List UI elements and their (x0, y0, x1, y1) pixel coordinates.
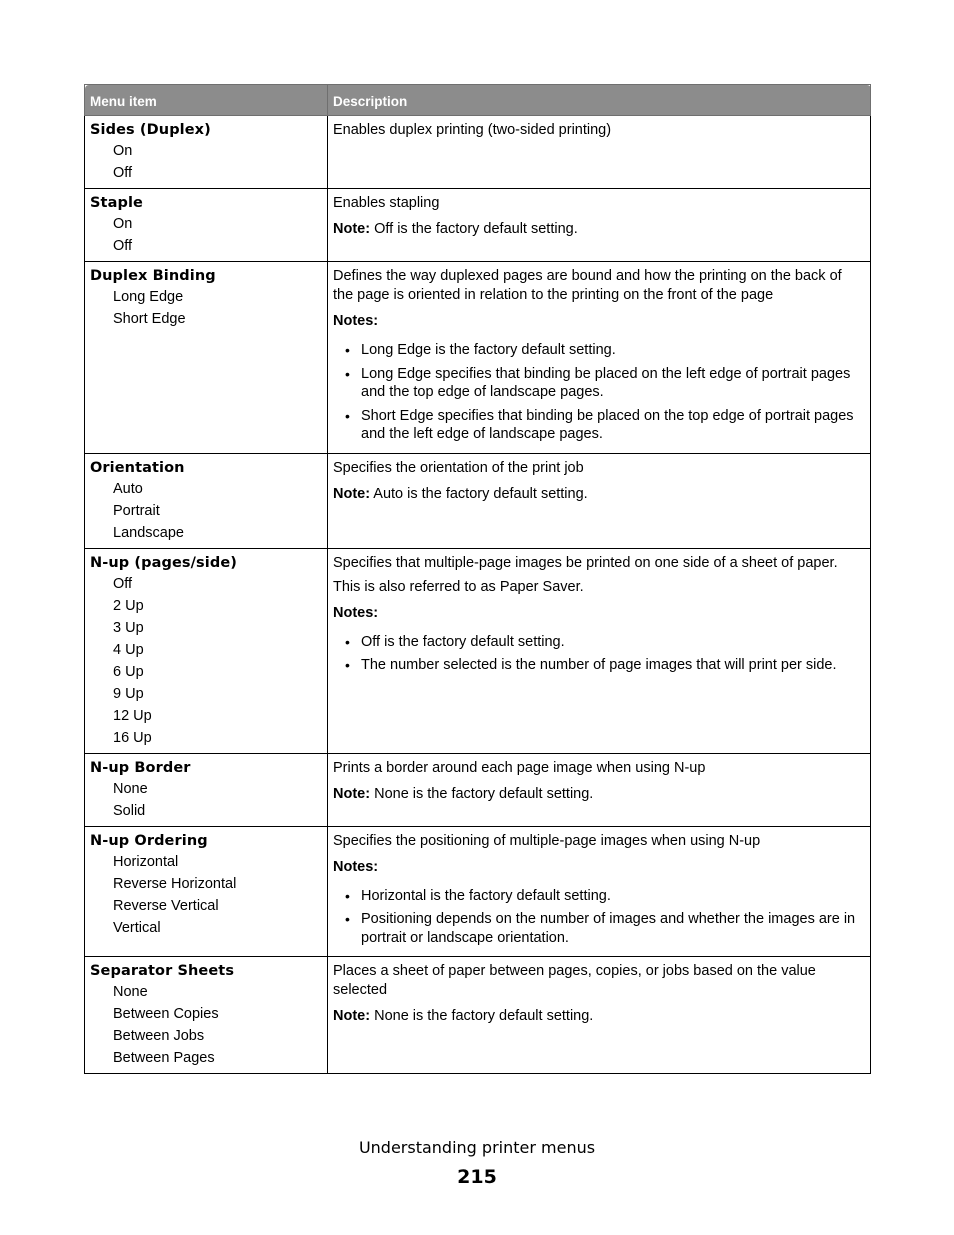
table-row (85, 548, 871, 753)
table-header-row (85, 85, 871, 116)
menu-item-option: None (113, 984, 148, 1000)
menu-item-option: Between Jobs (113, 1028, 205, 1044)
description-cell (328, 826, 871, 957)
bullet-icon: • (345, 342, 350, 358)
menu-item-name: Duplex Binding (90, 268, 216, 284)
bullet-icon: • (345, 633, 350, 650)
description-cell (328, 957, 871, 1074)
note-line (333, 1007, 865, 1026)
note-line (333, 220, 865, 239)
list-item (333, 633, 865, 652)
description-cell (328, 753, 871, 826)
description-text: Enables stapling (333, 195, 440, 211)
menu-item-name: N-up (pages/side) (90, 554, 237, 571)
menu-item-option: Reverse Vertical (113, 897, 219, 914)
list-item (333, 341, 865, 360)
bullet-icon: • (345, 407, 350, 424)
menu-item-option: 4 Up (113, 641, 144, 658)
description-text: Specifies the positioning of multiple-page images when using N-up (333, 832, 761, 849)
menu-item-cell (85, 189, 328, 262)
notes-list (333, 633, 865, 675)
table-body (85, 116, 871, 1074)
description-text: This is also referred to as Paper Saver. (333, 578, 584, 595)
note-item-text: Positioning depends on the number of images and whether the images are in portrait or landscape orientation. (361, 911, 856, 946)
menu-item-option: 16 Up (113, 729, 152, 746)
menu-item-cell (85, 957, 328, 1074)
table-row (85, 826, 871, 957)
menu-item-option: Vertical (113, 919, 161, 936)
menu-item-name: N-up Ordering (90, 832, 208, 849)
list-item (333, 910, 865, 947)
note-item-text: Long Edge specifies that binding be placed on the left edge of portrait pages and the top edge of landscape pages. (361, 365, 851, 400)
menu-item-name: Separator Sheets (90, 963, 235, 979)
list-item (333, 407, 865, 444)
menu-item-cell (85, 826, 328, 957)
menu-item-option: None (113, 780, 148, 797)
menu-item-name: Sides (Duplex) (90, 122, 211, 138)
menu-table (84, 84, 871, 1074)
bullet-icon: • (345, 887, 350, 904)
note-item-text: Horizontal is the factory default setting. (361, 887, 611, 904)
menu-item-option: Off (113, 238, 133, 254)
note-text: None is the factory default setting. (370, 785, 594, 802)
notes-heading: Notes: (333, 858, 379, 875)
menu-item-cell (85, 262, 328, 454)
note-item-text: Off is the factory default setting. (361, 633, 565, 650)
notes-heading: Notes: (333, 313, 379, 329)
description-cell (328, 548, 871, 753)
description-text: Specifies the orientation of the print job (333, 459, 584, 476)
menu-item-option: 6 Up (113, 663, 144, 680)
header-menu-item: Menu item (85, 85, 328, 116)
note-item-text: The number selected is the number of page images that will print per side. (361, 657, 837, 673)
note-line (333, 785, 865, 804)
menu-item-option: Short Edge (113, 311, 186, 327)
note-item-text: Long Edge is the factory default setting. (361, 342, 616, 358)
description-text: Defines the way duplexed pages are bound and how the printing on the back of the page is oriented in relation to the printing on the front of the page (333, 268, 842, 303)
description-text: Places a sheet of paper between pages, copies, or jobs based on the value selected (333, 963, 816, 998)
menu-item-cell (85, 753, 328, 826)
note-label: Note: (333, 1008, 371, 1024)
note-text: None is the factory default setting. (370, 1008, 594, 1024)
footer-title: Understanding printer menus (358, 1138, 596, 1157)
menu-item-option: Reverse Horizontal (113, 875, 237, 892)
description-text: Prints a border around each page image when using N-up (333, 759, 706, 776)
menu-item-cell (85, 116, 328, 189)
table-row (85, 957, 871, 1074)
menu-item-option: Auto (113, 480, 143, 497)
notes-heading: Notes: (333, 604, 379, 621)
menu-item-cell (85, 548, 328, 753)
menu-item-name: Staple (90, 195, 143, 211)
description-cell (328, 262, 871, 454)
menu-item-option: Solid (113, 802, 146, 819)
description-cell (328, 453, 871, 548)
notes-list (333, 887, 865, 948)
menu-item-option: Portrait (113, 502, 160, 519)
note-label: Note: (333, 221, 371, 237)
list-item (333, 887, 865, 906)
menu-item-name: N-up Border (90, 759, 191, 776)
menu-item-option: 3 Up (113, 619, 144, 636)
note-text: Off is the factory default setting. (370, 221, 578, 237)
menu-item-option: On (113, 216, 133, 232)
bullet-icon: • (345, 657, 350, 673)
list-item (333, 365, 865, 402)
menu-item-option: On (113, 143, 133, 159)
menu-item-option: 2 Up (113, 597, 144, 614)
menu-item-option: Off (113, 165, 133, 181)
table-row (85, 189, 871, 262)
menu-item-option: Between Pages (113, 1050, 215, 1066)
table-row (85, 116, 871, 189)
page-number: 215 (457, 1166, 497, 1188)
table-row (85, 453, 871, 548)
menu-item-option: Between Copies (113, 1006, 219, 1022)
bullet-icon: • (345, 911, 350, 927)
description-cell (328, 116, 871, 189)
note-line (333, 485, 865, 504)
menu-item-option: Horizontal (113, 853, 179, 870)
description-text: Specifies that multiple-page images be printed on one side of a sheet of paper. (333, 554, 838, 571)
notes-list (333, 341, 865, 444)
table-row (85, 753, 871, 826)
menu-item-option: Long Edge (113, 289, 184, 305)
list-item (333, 656, 865, 675)
note-item-text: Short Edge specifies that binding be placed on the top edge of portrait pages and the left edge of landscape pages. (361, 407, 854, 442)
table-row (85, 262, 871, 454)
menu-item-option: 12 Up (113, 707, 152, 724)
menu-item-cell (85, 453, 328, 548)
menu-item-name: Orientation (90, 459, 185, 476)
description-cell (328, 189, 871, 262)
note-label: Note: (333, 785, 371, 802)
menu-item-option: Off (113, 575, 133, 592)
menu-item-option: Landscape (113, 524, 184, 541)
note-label: Note: (333, 485, 371, 502)
bullet-icon: • (345, 365, 350, 382)
header-description: Description (328, 85, 871, 116)
note-text: Auto is the factory default setting. (370, 485, 588, 502)
menu-item-option: 9 Up (113, 685, 144, 702)
description-text: Enables duplex printing (two-sided printing) (333, 122, 612, 138)
